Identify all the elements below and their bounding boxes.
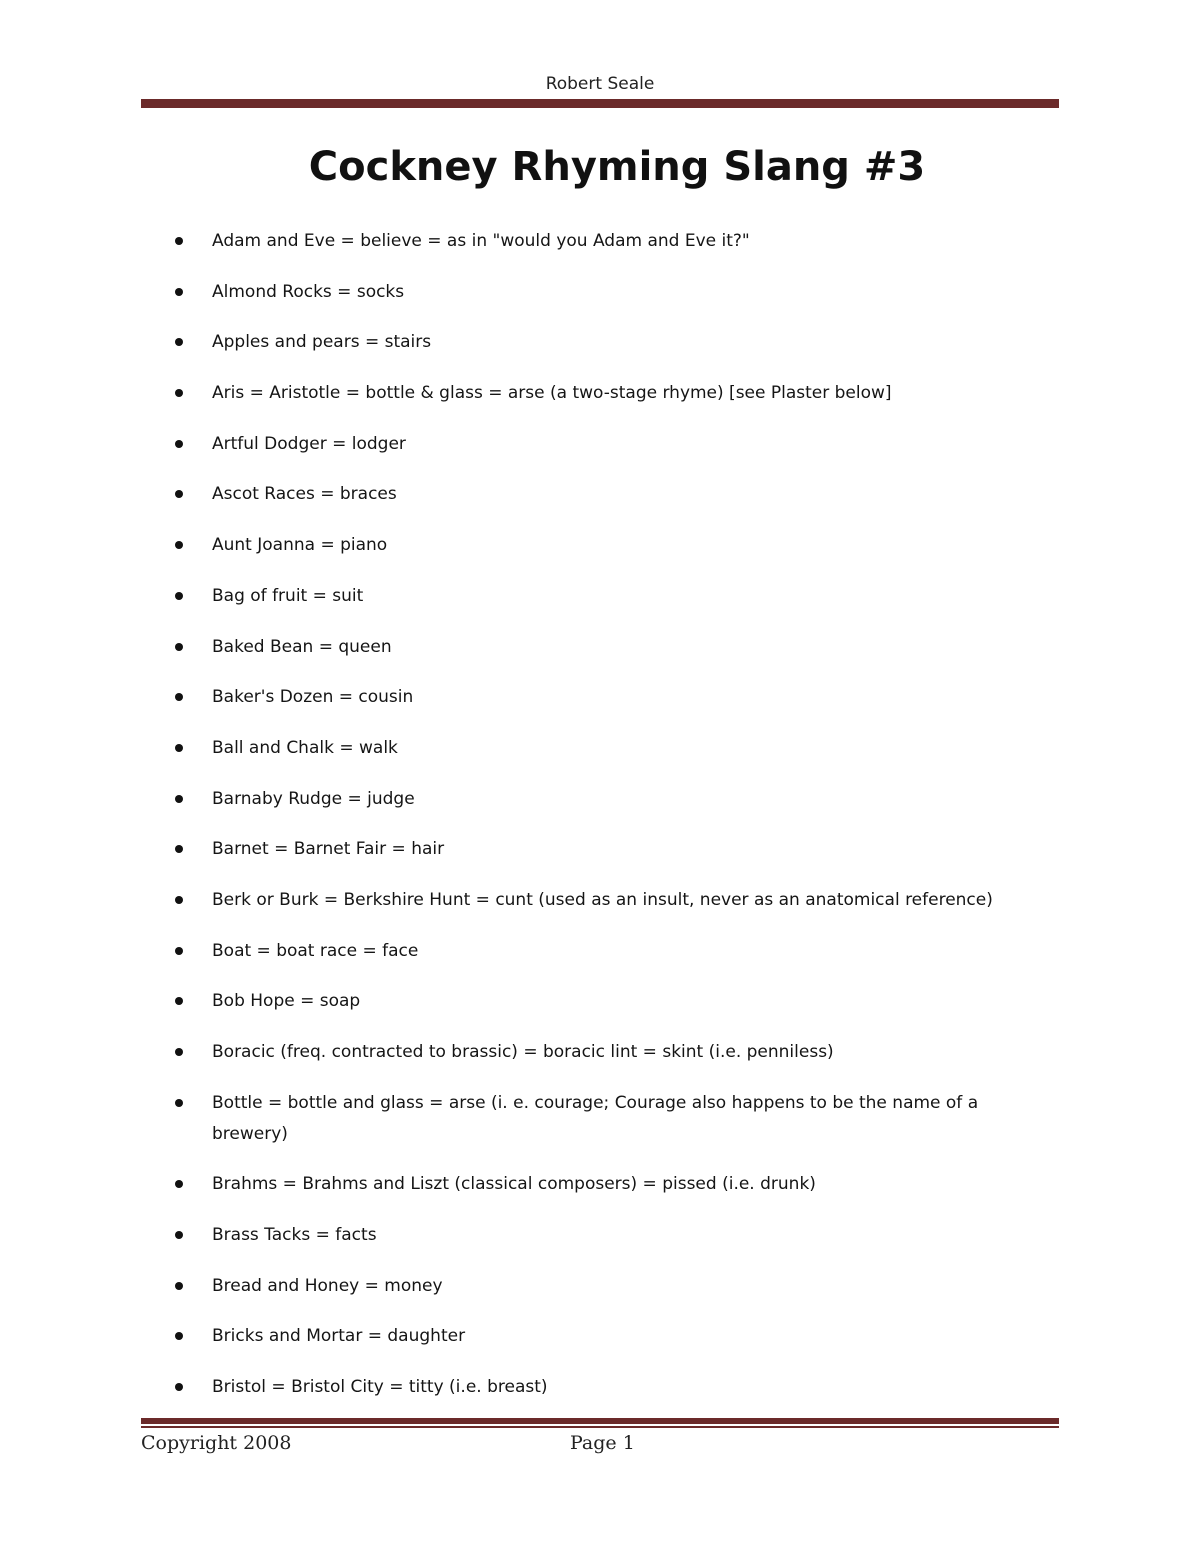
list-item [172, 1321, 1022, 1352]
list-item-text: Baked Bean = queen [212, 636, 392, 657]
bullet-icon [175, 947, 183, 955]
list-item-text: Aunt Joanna = piano [212, 535, 388, 556]
list-item-text: Bread and Honey = money [212, 1275, 443, 1296]
bullet-icon [175, 1282, 183, 1290]
list-item [172, 682, 1022, 713]
list-item-text: Berk or Burk = Berkshire Hunt = cunt (used as an insult, never as an anatomical reference) [212, 889, 993, 910]
list-item-text: Apples and pears = stairs [212, 332, 432, 353]
header-author: Robert Seale [545, 74, 655, 94]
bullet-icon [175, 1099, 183, 1107]
list-item-text: Ascot Races = braces [212, 484, 397, 505]
list-item [172, 1088, 1022, 1150]
list-item-text: Barnet = Barnet Fair = hair [212, 839, 445, 860]
list-item-text: Baker's Dozen = cousin [212, 687, 414, 708]
bullet-icon [175, 1332, 183, 1340]
bullet-icon [175, 1180, 183, 1188]
footer-divider [141, 1418, 1059, 1424]
bullet-icon [175, 592, 183, 600]
list-item-text: Bag of fruit = suit [212, 585, 364, 606]
list-item [172, 530, 1022, 561]
list-item [172, 1169, 1022, 1200]
bullet-icon [175, 1231, 183, 1239]
bullet-icon [175, 237, 183, 245]
bullet-icon [175, 389, 183, 397]
list-item [172, 885, 1022, 916]
list-item [172, 784, 1022, 815]
header-divider [141, 99, 1059, 108]
list-item-text: Almond Rocks = socks [212, 281, 405, 302]
list-item-text: Boracic (freq. contracted to brassic) = boracic lint = skint (i.e. penniless) [212, 1042, 834, 1062]
list-item-text: Boat = boat race = face [212, 940, 419, 961]
list-item [172, 378, 1022, 409]
list-item-text: Aris = Aristotle = bottle & glass = arse (a two-stage rhyme) [see Plaster below] [212, 383, 892, 404]
list-item-text: Bristol = Bristol City = titty (i.e. breast) [212, 1377, 548, 1398]
list-item [172, 936, 1022, 967]
list-item [172, 632, 1022, 663]
list-item [172, 429, 1022, 460]
list-item [172, 1220, 1022, 1251]
list-item [172, 226, 1022, 257]
bullet-icon [175, 541, 183, 549]
bullet-icon [175, 795, 183, 803]
list-item [172, 1037, 1022, 1068]
footer-divider-thin [141, 1426, 1059, 1428]
list-item [172, 986, 1022, 1017]
bullet-icon [175, 1383, 183, 1391]
list-item-text: Brahms = Brahms and Liszt (classical composers) = pissed (i.e. drunk) [212, 1174, 816, 1195]
list-item-text: Ball and Chalk = walk [212, 737, 398, 758]
list-item-text: Brass Tacks = facts [212, 1225, 377, 1246]
bullet-icon [175, 490, 183, 498]
footer-copyright: Copyright 2008 [141, 1432, 292, 1454]
list-item [172, 277, 1022, 308]
list-item-text: Bricks and Mortar = daughter [212, 1326, 466, 1347]
bullet-icon [175, 643, 183, 651]
bullet-icon [175, 997, 183, 1005]
footer-page-number: Page 1 [570, 1432, 635, 1454]
list-item [172, 1271, 1022, 1302]
page-title: Cockney Rhyming Slang #3 [308, 144, 926, 190]
list-item [172, 1372, 1022, 1403]
slang-list [172, 226, 1022, 1423]
list-item-text: Bottle = bottle and glass = arse (i. e. courage; Courage also happens to be the name of a brewery) [212, 1092, 979, 1144]
list-item-text: Adam and Eve = believe = as in "would you Adam and Eve it?" [212, 231, 750, 251]
bullet-icon [175, 896, 183, 904]
bullet-icon [175, 845, 183, 853]
list-item [172, 581, 1022, 612]
list-item [172, 479, 1022, 510]
bullet-icon [175, 338, 183, 346]
bullet-icon [175, 744, 183, 752]
bullet-icon [175, 440, 183, 448]
list-item [172, 327, 1022, 358]
bullet-icon [175, 288, 183, 296]
list-item-text: Artful Dodger = lodger [212, 433, 406, 454]
list-item-text: Barnaby Rudge = judge [212, 788, 415, 809]
bullet-icon [175, 693, 183, 701]
list-item [172, 733, 1022, 764]
bullet-icon [175, 1048, 183, 1056]
list-item [172, 834, 1022, 865]
list-item-text: Bob Hope = soap [212, 991, 361, 1012]
